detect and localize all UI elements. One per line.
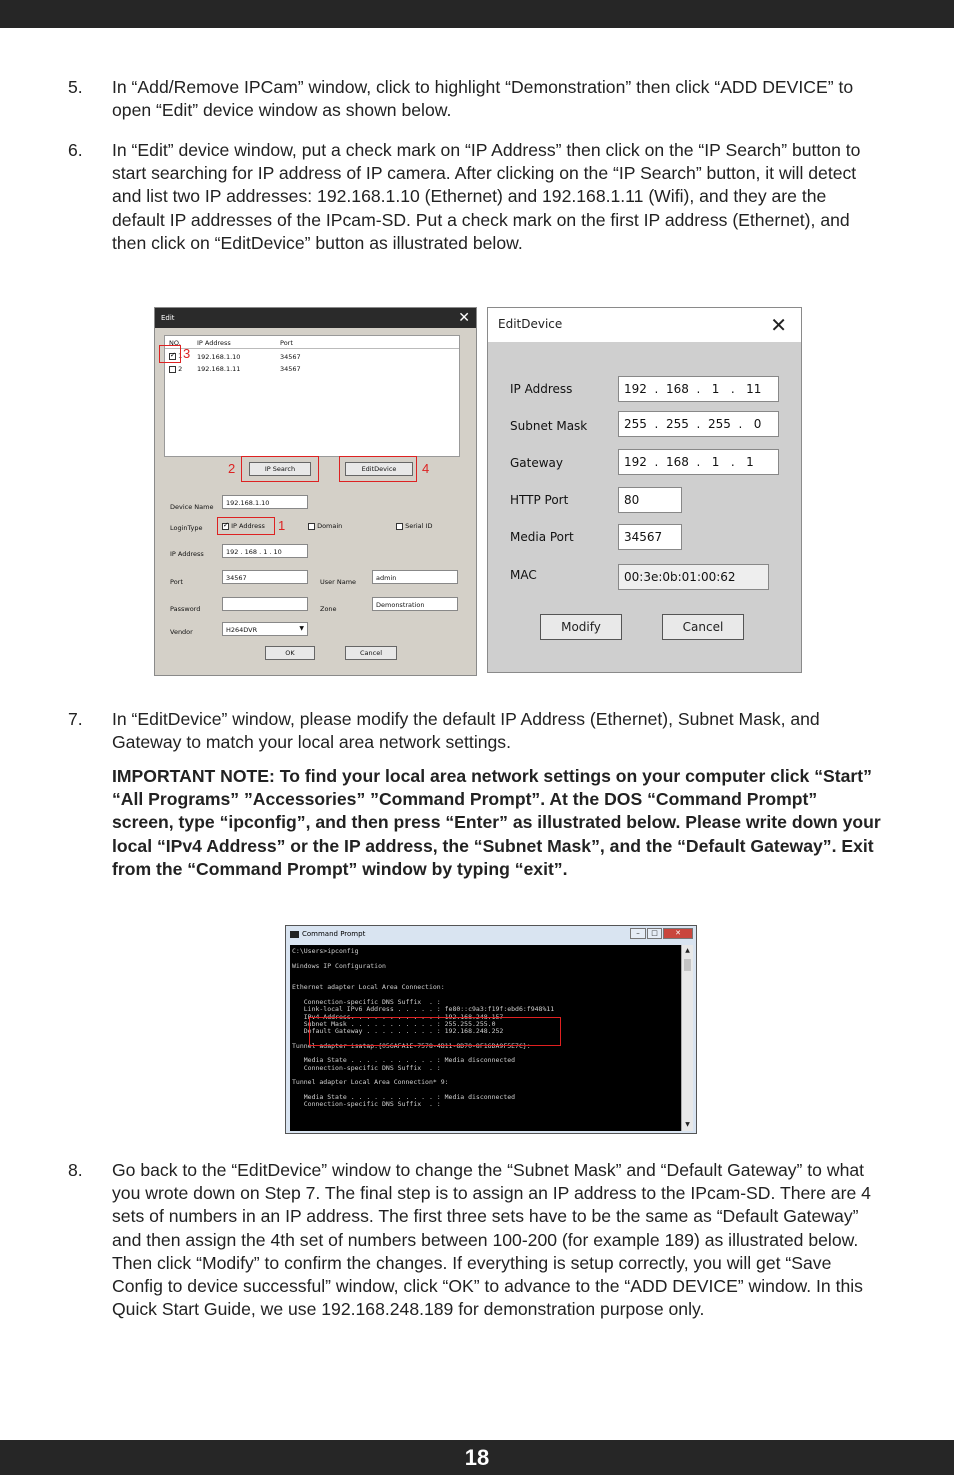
- command-prompt-title-text: Command Prompt: [302, 930, 366, 938]
- callout-4: 4: [422, 461, 430, 476]
- step-number: 5.: [68, 77, 83, 97]
- login-domain-option[interactable]: [308, 522, 342, 530]
- gateway-label: Gateway: [510, 456, 564, 470]
- login-domain-label: Domain: [317, 522, 343, 530]
- step-text: In “EditDevice” window, please modify the default IP Address (Ethernet), Subnet Mask, and Gateway to match your local area network settings.: [112, 709, 820, 753]
- command-prompt-window: [285, 925, 697, 1134]
- gateway-field[interactable]: 192 . 168 . 1 . 1: [618, 449, 779, 475]
- step-8: [68, 1159, 878, 1321]
- row-ip: 192.168.1.11: [197, 365, 241, 373]
- callout-box-3: [159, 345, 181, 363]
- row-port: 34567: [280, 365, 301, 373]
- edit-window-title: Edit: [155, 308, 476, 328]
- ip-address-field[interactable]: 192 . 168 . 1 . 10: [222, 544, 308, 558]
- vendor-value: H264DVR: [226, 626, 258, 634]
- chevron-down-icon: ▼: [299, 625, 304, 632]
- scroll-thumb[interactable]: [684, 959, 691, 971]
- zone-label: Zone: [320, 605, 337, 613]
- mac-field: 00:3e:0b:01:00:62: [618, 564, 769, 590]
- minimize-icon[interactable]: –: [630, 928, 646, 939]
- command-line: Tunnel adapter isatap.{056AFA1E-7578-4B11-8D70-8F16DA9F5E7C}:: [292, 1041, 531, 1050]
- callout-1: 1: [278, 518, 286, 533]
- command-line: Subnet Mask . . . . . . . . . . . : 255.255.255.0: [292, 1019, 496, 1028]
- vendor-select[interactable]: [222, 622, 308, 636]
- callout-box-4: [339, 456, 417, 482]
- command-line: Link-local IPv6 Address . . . . . : fe80::c9a3:f19f:ebd6:f948%11: [292, 1005, 555, 1014]
- step-number: 8.: [68, 1160, 83, 1180]
- command-line: [292, 970, 681, 977]
- row-2-checkbox[interactable]: [169, 366, 176, 373]
- password-label: Password: [170, 605, 201, 613]
- step-number: 7.: [68, 709, 83, 729]
- mac-label: MAC: [510, 568, 537, 582]
- ok-button[interactable]: OK: [265, 646, 315, 660]
- step-number: 6.: [68, 140, 83, 160]
- step-5: [68, 76, 878, 122]
- close-icon[interactable]: ✕: [663, 928, 693, 939]
- list-header-port: Port: [280, 339, 293, 347]
- subnet-mask-field[interactable]: 255 . 255 . 255 . 0: [618, 411, 779, 437]
- command-output: [290, 945, 681, 1131]
- callout-box-1: [217, 517, 275, 535]
- command-line: Media State . . . . . . . . . . . : Media disconnected: [292, 1056, 516, 1065]
- maximize-icon[interactable]: □: [647, 928, 662, 939]
- edit-device-title: EditDevice: [488, 308, 801, 342]
- zone-field[interactable]: Demonstration: [372, 597, 458, 611]
- command-line: IPv4 Address. . . . . . . . . . . : 192.168.248.157: [292, 1012, 504, 1021]
- command-line: Connection-specific DNS Suffix . :: [292, 998, 441, 1007]
- command-line: Tunnel adapter Local Area Connection* 9:: [292, 1078, 449, 1087]
- cancel-button[interactable]: Cancel: [345, 646, 397, 660]
- highlight-box: [309, 1017, 561, 1046]
- port-field[interactable]: 34567: [222, 570, 308, 584]
- cancel-button[interactable]: Cancel: [662, 614, 744, 640]
- callout-3: 3: [183, 346, 191, 361]
- list-header-ip: IP Address: [197, 339, 231, 347]
- command-prompt-title: [290, 930, 365, 938]
- command-line: Connection-specific DNS Suffix . :: [292, 1100, 441, 1109]
- user-name-field[interactable]: admin: [372, 570, 458, 584]
- http-port-field[interactable]: 80: [618, 487, 682, 513]
- scrollbar[interactable]: [681, 945, 693, 1131]
- page-number: 18: [0, 1440, 954, 1475]
- vendor-label: Vendor: [170, 628, 193, 636]
- subnet-mask-label: Subnet Mask: [510, 419, 588, 433]
- row-ip: 192.168.1.10: [197, 353, 241, 361]
- media-port-label: Media Port: [510, 530, 574, 544]
- step-6: [68, 139, 878, 255]
- close-icon[interactable]: ✕: [458, 310, 470, 326]
- login-serial-label: Serial ID: [405, 522, 433, 530]
- step-7: [68, 708, 878, 754]
- row-no: 2: [178, 365, 183, 373]
- important-note: IMPORTANT NOTE: To find your local area network settings on your computer click “Start” “All Programs” ”Accessories” ”Command Prompt”. At the DOS “Command Prompt” screen, type “ipconfig”, and then press “Enter” as illustrated below. Please write down your local “IPv4 Address” or the IP address, the “Subnet Mask”, and the “Default Gateway”. Exit from the “Command Prompt” window by typing “exit”.: [112, 766, 881, 879]
- ip-search-button[interactable]: IP Search: [249, 462, 311, 476]
- scroll-up-icon[interactable]: ▲: [685, 947, 690, 954]
- close-icon[interactable]: ✕: [770, 313, 787, 337]
- top-bar: [0, 0, 954, 28]
- login-type-label: LoginType: [170, 524, 203, 532]
- command-line: Default Gateway . . . . . . . . . : 192.168.248.252: [292, 1027, 504, 1036]
- domain-checkbox[interactable]: [308, 523, 315, 530]
- login-serial-option[interactable]: [396, 522, 432, 530]
- row-no: 1: [178, 352, 183, 360]
- password-field[interactable]: [222, 597, 308, 611]
- user-name-label: User Name: [320, 578, 357, 586]
- row-port: 34567: [280, 353, 301, 361]
- list-header-no: NO.: [169, 339, 181, 347]
- edit-window: [154, 307, 477, 676]
- ip-address-field[interactable]: 192 . 168 . 1 . 11: [618, 376, 779, 402]
- ip-list: [164, 335, 460, 457]
- edit-device-window: [487, 307, 802, 673]
- scroll-down-icon[interactable]: ▼: [685, 1121, 690, 1128]
- ip-address-label: IP Address: [170, 550, 204, 558]
- command-line: C:\Users>ipconfig: [292, 947, 359, 955]
- device-name-label: Device Name: [170, 503, 214, 511]
- callout-box-2: [241, 456, 319, 482]
- command-line: Media State . . . . . . . . . . . : Media disconnected: [292, 1092, 516, 1101]
- callout-2: 2: [228, 461, 236, 476]
- command-line: Ethernet adapter Local Area Connection:: [292, 983, 445, 992]
- media-port-field[interactable]: 34567: [618, 524, 682, 550]
- modify-button[interactable]: Modify: [540, 614, 622, 640]
- command-line: Windows IP Configuration: [292, 961, 386, 970]
- step-text: In “Add/Remove IPCam” window, click to highlight “Demonstration” then click “ADD DEVICE” to open “Edit” device window as shown below.: [112, 77, 854, 121]
- device-name-field[interactable]: 192.168.1.10: [222, 495, 308, 509]
- login-ip-label: IP Address: [231, 522, 265, 530]
- terminal-icon: [290, 931, 299, 938]
- serial-id-checkbox[interactable]: [396, 523, 403, 530]
- ip-address-label: IP Address: [510, 382, 573, 396]
- step-text: In “Edit” device window, put a check mark on “IP Address” then click on the “IP Search” button to start searching for IP address of IP camera. After clicking on the “IP Search” button, it will detect and list two IP addresses: 192.168.1.10 (Ethernet) and 192.168.1.11 (Wifi), and they are the default IP addresses of the IPcam-SD. Put a check mark on the first IP address (Ethernet), and then click on “EditDevice” button as illustrated below.: [112, 140, 861, 253]
- edit-device-button[interactable]: EditDevice: [345, 462, 413, 476]
- port-label: Port: [170, 578, 183, 586]
- command-line: Connection-specific DNS Suffix . :: [292, 1063, 441, 1072]
- step-text: Go back to the “EditDevice” window to change the “Subnet Mask” and “Default Gateway” to what you wrote down on Step 7. The final step is to assign an IP address to the IPcam-SD. There are 4 sets of numbers in an IP address. The first three sets have to be the same as “Default Gateway” and then assign the 4th set of numbers between 100-200 (for example 189) as illustrated below. Then click “Modify” to confirm the changes. If everything is setup correctly, you will get “Save Config to device successful” window, click “OK” to advance to the “ADD DEVICE” window. In this Quick Start Guide, we use 192.168.248.189 for demonstration purpose only.: [112, 1160, 871, 1320]
- http-port-label: HTTP Port: [510, 493, 569, 507]
